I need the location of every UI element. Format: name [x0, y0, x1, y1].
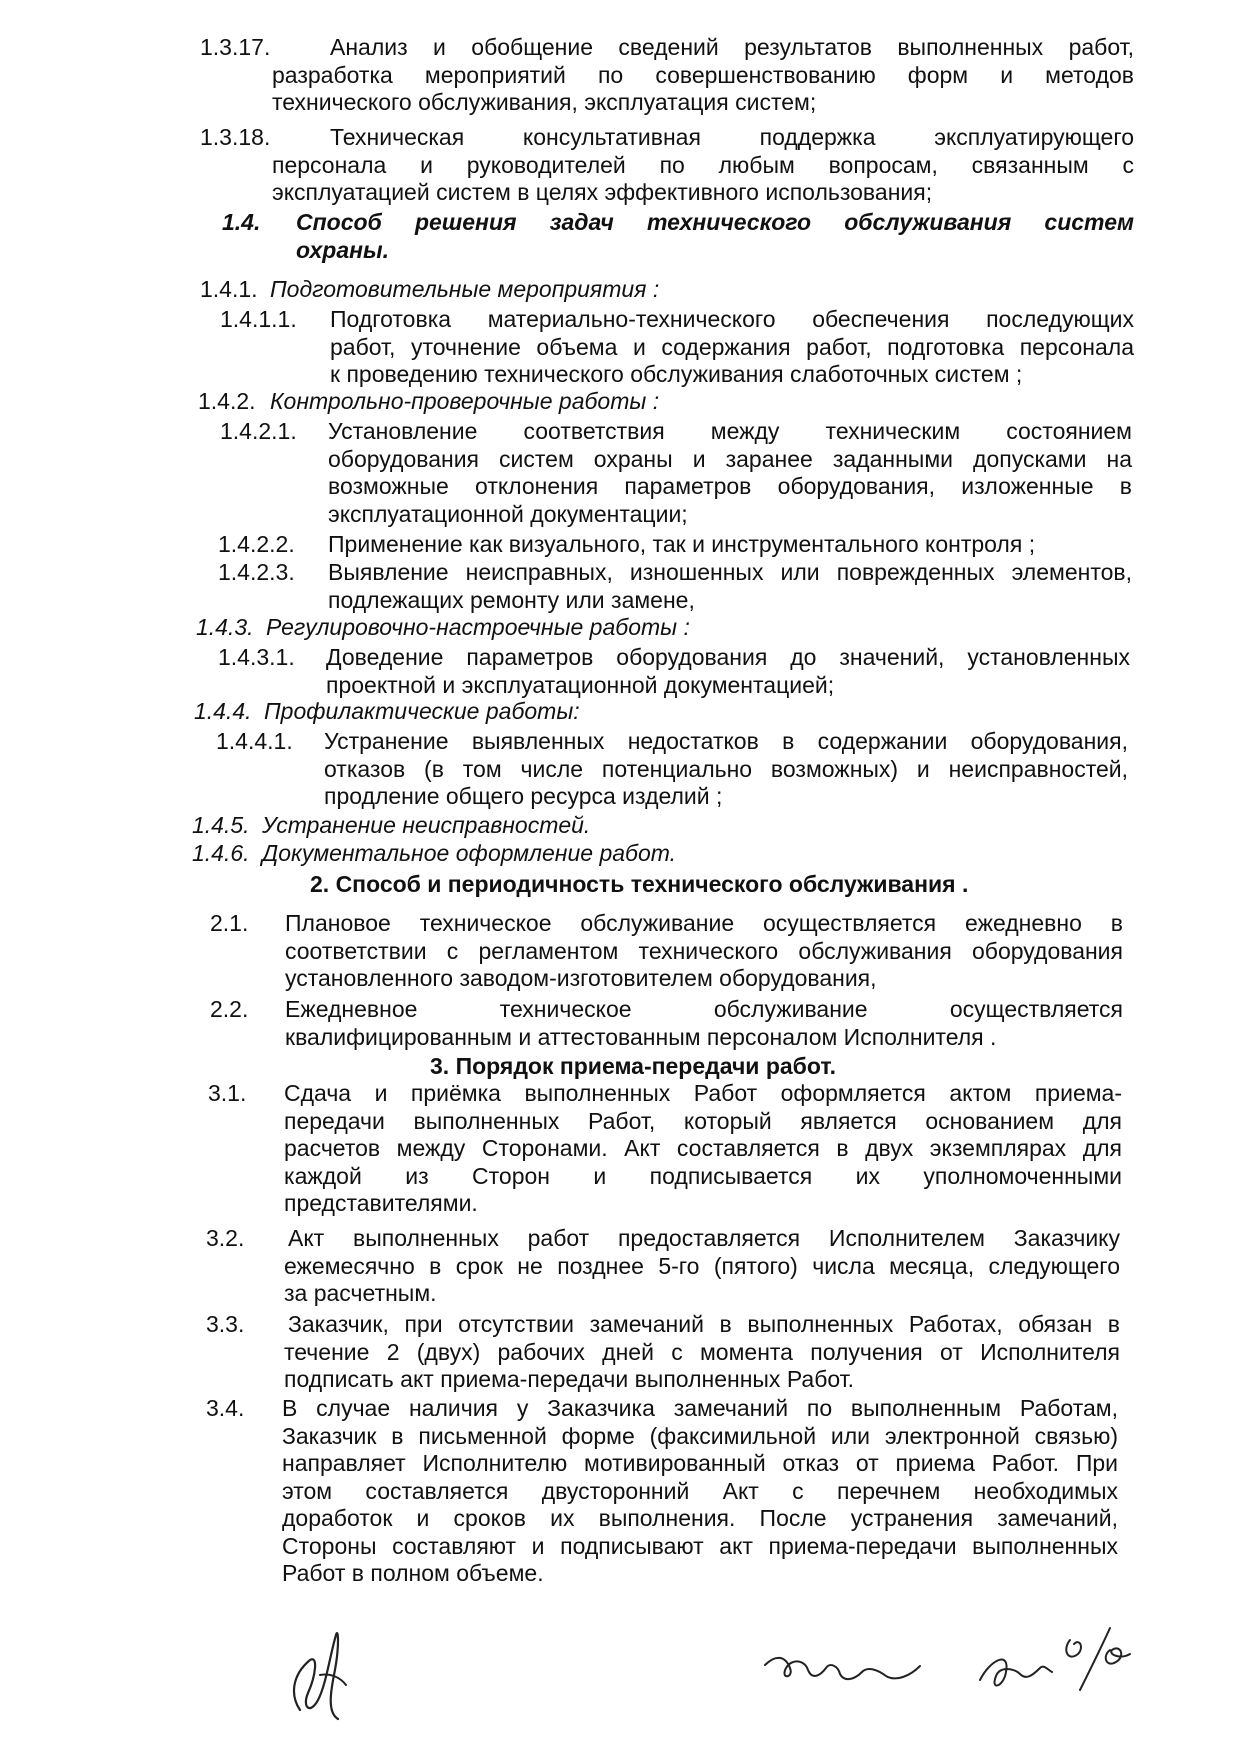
clause-text — [272, 124, 1134, 207]
clause-text — [328, 531, 1132, 559]
text-line: отказов (в том числе потенциально возможных) и неисправностей, — [324, 755, 1128, 782]
signature-right-2 — [970, 1610, 1150, 1705]
text-line: ежемесячно в срок не позднее 5-го (пятого) числа месяца, следующего — [284, 1252, 1120, 1279]
clause-number: 3.2. — [206, 1225, 245, 1251]
subsection-number: 1.4.2. — [198, 388, 256, 414]
text-line: передачи выполненных Работ, который является основанием для — [284, 1107, 1122, 1134]
clause-number: 1.3.17. — [200, 34, 271, 60]
clause-number: 1.4.3.1. — [218, 644, 295, 670]
text-line: направляет Исполнителю мотивированный отказ от приема Работ. При — [282, 1450, 1118, 1476]
subsection-number: 1.4.4. — [194, 698, 252, 724]
clause-number: 3.1. — [208, 1080, 247, 1106]
text-line: Способ решения задач технического обслуживания систем — [296, 209, 1134, 235]
subsection-title: Устранение неисправностей. — [262, 812, 591, 838]
clause-number: 3.3. — [206, 1311, 245, 1337]
subsection-title: Профилактические работы: — [264, 698, 580, 724]
signature-right-1 — [760, 1640, 960, 1705]
text-line: Выявление неисправных, изношенных или поврежденных элементов, — [328, 559, 1132, 585]
clause-text — [328, 559, 1132, 614]
text-line: подписать акт приема-передачи выполненных Работ. — [284, 1366, 855, 1392]
clause-number: 1.4.2.3. — [218, 559, 295, 585]
clause-text — [326, 644, 1130, 699]
clause-text — [272, 34, 1134, 117]
section-title — [296, 209, 1134, 264]
text-line: Заказчик, при отсутствии замечаний в выполненных Работах, обязан в — [288, 1311, 1120, 1337]
text-line: каждой из Сторон и подписывается их уполномоченными — [284, 1162, 1122, 1189]
text-line: представителями. — [284, 1190, 478, 1216]
subsection-title: Регулировочно-настроечные работы : — [266, 614, 690, 640]
text-line: работ, уточнение объема и содержания работ, подготовка персонала — [330, 333, 1134, 360]
text-line: квалифицированным и аттестованным персоналом Исполнителя . — [285, 1023, 997, 1050]
text-line: Заказчик в письменной форме (факсимильной или электронной связью) — [282, 1422, 1118, 1449]
text-line: Ежедневное техническое обслуживание осуществляется — [285, 996, 1123, 1022]
clause-text — [328, 418, 1132, 528]
text-line: Установление соответствия между техническим состоянием — [328, 418, 1132, 444]
subsection-title: Контрольно-проверочные работы : — [270, 388, 660, 414]
section-number: 1.4. — [222, 209, 261, 235]
text-line: Доведение параметров оборудования до значений, установленных — [326, 644, 1130, 670]
clause-number: 1.4.2.1. — [220, 418, 297, 444]
text-line: возможные отклонения параметров оборудования, изложенные в — [328, 473, 1132, 499]
text-line: Стороны составляют и подписывают акт приема-передачи выполненных — [282, 1532, 1118, 1559]
subsection-number: 1.4.1. — [200, 276, 258, 302]
text-line: доработок и сроков их выполнения. После устранения замечаний, — [282, 1505, 1118, 1531]
text-line: Анализ и обобщение сведений результатов выполненных работ, — [330, 34, 1134, 60]
subsection-title: Документальное оформление работ. — [262, 840, 677, 866]
signature-left — [280, 1615, 360, 1730]
text-line: оборудования систем охраны и заранее заданными допусками на — [328, 445, 1132, 472]
text-line: эксплуатационной документации; — [328, 500, 688, 527]
text-line: Работ в полном объеме. — [282, 1560, 544, 1586]
clause-text — [284, 1080, 1122, 1218]
clause-text — [284, 1311, 1120, 1394]
clause-number: 2.1. — [210, 910, 249, 936]
clause-number: 1.3.18. — [200, 124, 271, 150]
text-line: подлежащих ремонту или замене, — [328, 586, 695, 613]
text-line: установленного заводом-изготовителем оборудования, — [285, 965, 877, 991]
text-line: за расчетным. — [284, 1280, 437, 1306]
clause-text — [285, 996, 1123, 1051]
text-line: В случае наличия у Заказчика замечаний по выполненным Работам, — [282, 1395, 1118, 1421]
text-line: расчетов между Сторонами. Акт составляется в двух экземплярах для — [284, 1135, 1122, 1161]
text-line: к проведению технического обслуживания слаботочных систем ; — [330, 361, 1023, 387]
text-line: Подготовка материально-технического обеспечения последующих — [330, 306, 1134, 332]
clause-number: 1.4.1.1. — [220, 306, 297, 332]
text-line: персонала и руководителей по любым вопросам, связанным с — [272, 151, 1134, 178]
subsection-title: Подготовительные мероприятия : — [270, 276, 660, 302]
section-heading-3: 3. Порядок приема-передачи работ. — [430, 1053, 836, 1079]
clause-number: 1.4.4.1. — [216, 728, 293, 754]
text-line: Акт выполненных работ предоставляется Исполнителем Заказчику — [288, 1225, 1120, 1251]
text-line: охраны. — [296, 236, 390, 263]
subsection-number: 1.4.5. — [192, 812, 250, 838]
text-line: продление общего ресурса изделий ; — [324, 783, 723, 809]
clause-text — [330, 306, 1134, 389]
text-line: Устранение выявленных недостатков в содержании оборудования, — [324, 728, 1128, 754]
clause-text — [285, 910, 1123, 993]
text-line: соответствии с регламентом технического обслуживания оборудования — [285, 937, 1123, 964]
text-line: Сдача и приёмка выполненных Работ оформляется актом приема- — [284, 1080, 1122, 1106]
clause-text — [324, 728, 1128, 811]
subsection-number: 1.4.3. — [196, 614, 254, 640]
clause-number: 2.2. — [210, 996, 249, 1022]
clause-number: 1.4.2.2. — [218, 531, 295, 557]
text-line: течение 2 (двух) рабочих дней с момента получения от Исполнителя — [284, 1338, 1120, 1365]
subsection-number: 1.4.6. — [192, 840, 250, 866]
text-line: этом составляется двусторонний Акт с перечнем необходимых — [282, 1477, 1118, 1504]
text-line: разработка мероприятий по совершенствованию форм и методов — [272, 61, 1134, 88]
clause-number: 3.4. — [206, 1395, 245, 1421]
text-line: проектной и эксплуатационной документацией; — [326, 671, 835, 698]
text-line: эксплуатацией систем в целях эффективного использования; — [272, 179, 933, 205]
clause-text — [282, 1395, 1118, 1588]
text-line: Применение как визуального, так и инструментального контроля ; — [328, 531, 1036, 557]
text-line: Техническая консультативная поддержка эксплуатирующего — [330, 124, 1134, 150]
section-heading-2: 2. Способ и периодичность технического обслуживания . — [310, 871, 969, 897]
clause-text — [284, 1225, 1120, 1308]
text-line: Плановое техническое обслуживание осуществляется ежедневно в — [285, 910, 1123, 936]
text-line: технического обслуживания, эксплуатация систем; — [272, 89, 817, 115]
